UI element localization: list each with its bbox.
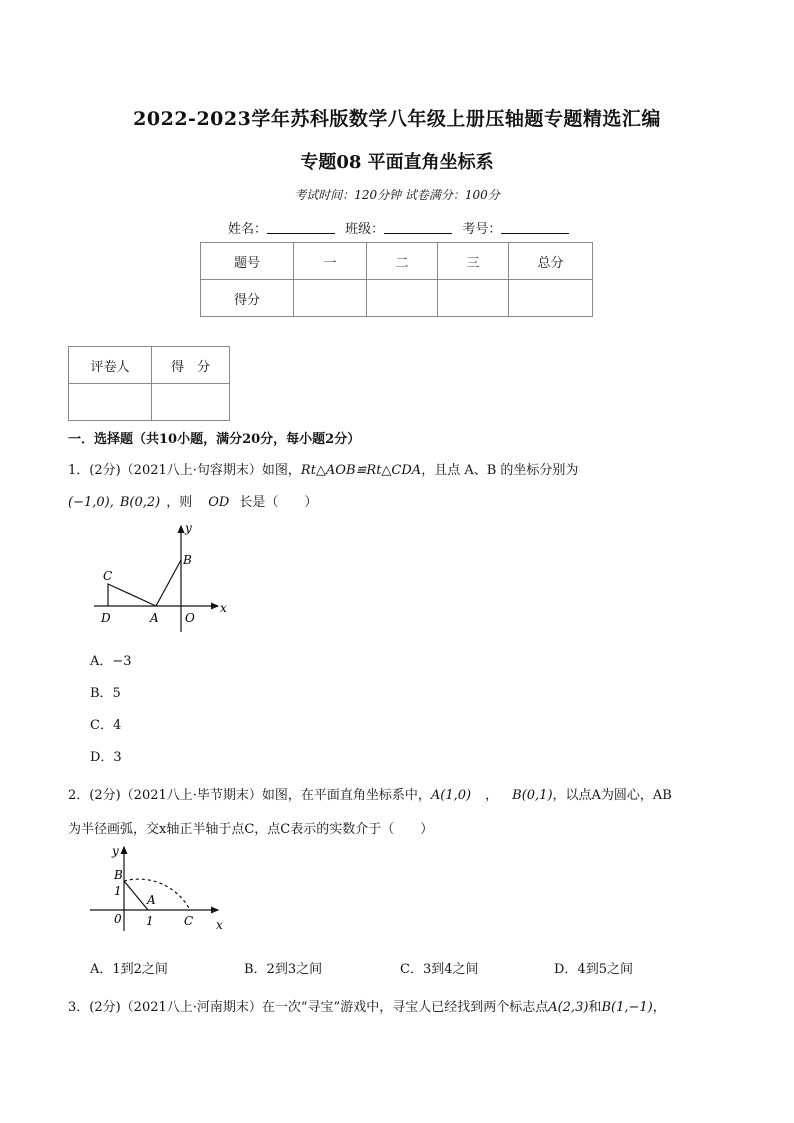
name-label: 姓名： (228, 222, 268, 237)
q1-text: 长是（ ） (239, 495, 318, 510)
id-blank (501, 221, 569, 234)
label-A: A (150, 611, 159, 625)
class-blank (384, 221, 452, 234)
q1-math: OD (208, 495, 230, 510)
q1-text: 1．(2分)（2021八上·句容期末）如图， (68, 463, 301, 478)
score-cell (509, 280, 593, 317)
q1-text: ，则 (166, 495, 193, 510)
q3-text: 3．(2分)（2021八上·河南期末）在一次“寻宝”游戏中，寻宝人已经找到两个标志点 (68, 1000, 549, 1015)
q2-option-a: A．1到2之间 (90, 962, 168, 977)
name-blank (267, 221, 335, 234)
q2-option-d: D．4到5之间 (554, 962, 633, 977)
score-header-cell: 题号 (201, 243, 294, 280)
question-1-line-1 (68, 459, 578, 478)
question-1-line-2 (68, 491, 317, 510)
grader-header-cell: 得 分 (152, 347, 230, 384)
class-label: 班级： (345, 222, 385, 237)
id-label: 考号： (462, 222, 502, 237)
label-C: C (103, 569, 113, 583)
score-header-cell: 总分 (509, 243, 593, 280)
label-B: B (183, 553, 192, 567)
document-title: 2022-2023学年苏科版数学八年级上册压轴题专题精选汇编 (133, 108, 661, 130)
q2-figure (86, 843, 236, 935)
label-C: C (184, 914, 194, 928)
q1-math: B(0,2) (119, 495, 161, 510)
grader-header-row (69, 347, 230, 384)
label-B: B (114, 868, 123, 882)
q2-option-b: B．2到3之间 (244, 962, 323, 977)
q2-text: ， (485, 788, 499, 803)
label-zero: 0 (114, 912, 122, 926)
q1-figure (90, 520, 240, 635)
q3-text: ， (652, 1000, 666, 1015)
grader-table (68, 346, 230, 421)
label-D: D (101, 611, 111, 625)
label-one-x: 1 (146, 914, 154, 928)
score-header-cell: 二 (367, 243, 438, 280)
grader-header-cell: 评卷人 (69, 347, 152, 384)
q1-option-c: C．4 (90, 718, 122, 733)
q2-option-c: C．3到4之间 (400, 962, 479, 977)
document-subtitle: 专题08 平面直角坐标系 (300, 152, 494, 173)
score-row-label: 得分 (201, 280, 294, 317)
student-info (228, 218, 575, 237)
q3-text: 和 (588, 1000, 602, 1015)
section-title: 一．选择题（共10小题，满分20分，每小题2分） (68, 432, 361, 447)
score-cell (294, 280, 367, 317)
score-header-cell: 一 (294, 243, 367, 280)
q2-options (90, 958, 730, 976)
q1-text: ，且点 A、B 的坐标分别为 (421, 463, 579, 478)
label-O: O (185, 611, 195, 625)
exam-info: 考试时间：120分钟 试卷满分：100分 (294, 188, 500, 202)
q2-text: 2．(2分)（2021八上·毕节期末）如图，在平面直角坐标系中， (68, 788, 431, 803)
segment-AB (124, 881, 148, 910)
q1-math: (−1,0), (68, 495, 114, 510)
q3-math: A(2,3) (548, 1000, 589, 1015)
q1-math: Rt△AOB≌Rt△CDA (300, 463, 422, 478)
grader-row (69, 384, 230, 421)
score-table-header-row (201, 243, 593, 280)
q1-option-d: D．3 (90, 750, 122, 765)
q2-math: B(0,1) (512, 788, 553, 803)
label-y: y (185, 521, 192, 535)
q2-text: ，以点A为圆心，AB (552, 788, 672, 803)
q1-option-b: B．5 (90, 686, 121, 701)
dashed-arc (124, 879, 190, 910)
score-table-row (201, 280, 593, 317)
question-3-line-1 (68, 996, 666, 1015)
question-2-line-1 (68, 784, 672, 803)
score-header-cell: 三 (438, 243, 509, 280)
q3-math: B(1,−1) (601, 1000, 653, 1015)
q2-math: A(1,0) (430, 788, 472, 803)
label-y: y (112, 844, 119, 858)
label-one-y: 1 (114, 884, 122, 898)
triangle-lines (108, 560, 181, 606)
score-table (200, 242, 593, 317)
score-cell (438, 280, 509, 317)
label-x: x (216, 918, 223, 932)
label-A: A (147, 893, 156, 907)
grader-cell (69, 384, 152, 421)
label-x: x (220, 601, 227, 615)
question-2-line-2: 为半径画弧，交x轴正半轴于点C，点C表示的实数介于（ ） (68, 822, 434, 837)
score-cell (367, 280, 438, 317)
q1-option-a: A．−3 (90, 654, 132, 669)
grader-cell (152, 384, 230, 421)
